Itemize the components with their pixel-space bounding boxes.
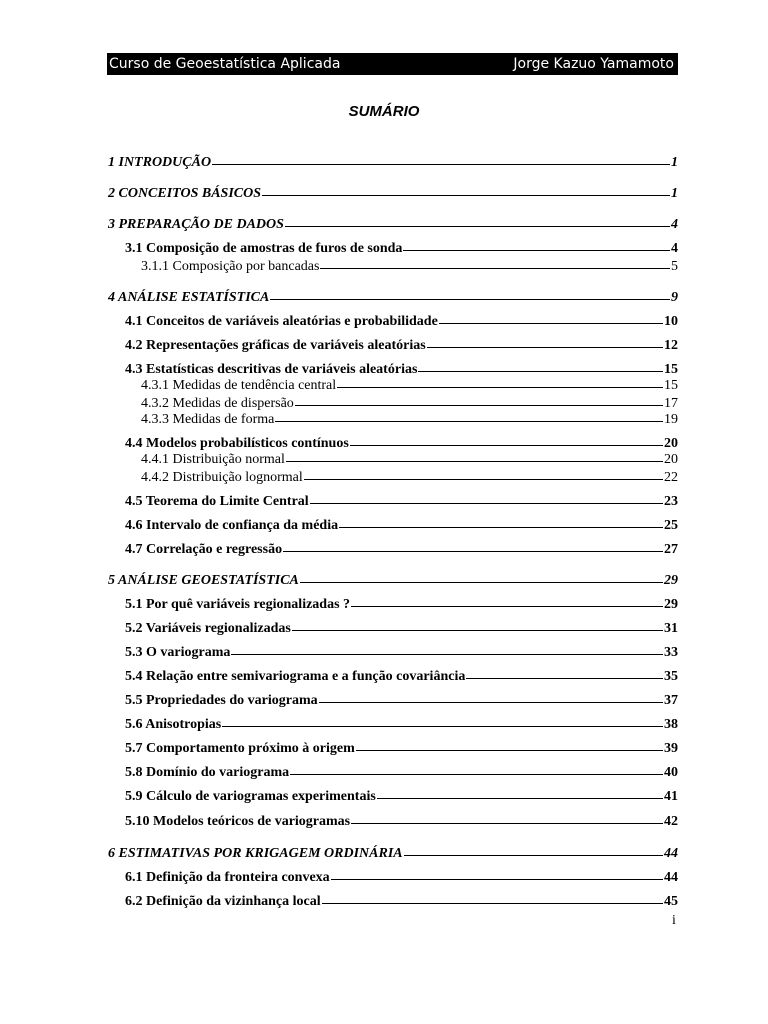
toc-leader-line [418, 371, 663, 372]
toc-entry[interactable] [125, 494, 678, 510]
toc-entry[interactable] [125, 542, 678, 558]
toc-leader-line [331, 879, 663, 880]
toc-entry-page: 42 [664, 814, 678, 829]
toc-leader-line [350, 445, 663, 446]
toc-entry-label: 5 ANÁLISE GEOESTATÍSTICA [108, 573, 299, 588]
toc-entry-page: 41 [664, 789, 678, 804]
toc-entry-label: 4.4 Modelos probabilísticos contínuos [125, 436, 349, 451]
toc-entry-label: 3.1 Composição de amostras de furos de sonda [125, 241, 403, 256]
toc-entry-label: 6.2 Definição da vizinhança local [125, 894, 321, 909]
toc-entry[interactable] [125, 436, 678, 452]
toc-entry-page: 44 [664, 846, 678, 861]
toc-entry-label: 5.10 Modelos teóricos de variogramas [125, 814, 351, 829]
toc-entry[interactable] [108, 290, 678, 306]
toc-leader-line [319, 702, 663, 703]
toc-entry-page: 35 [664, 669, 678, 684]
toc-leader-line [222, 726, 663, 727]
toc-entry[interactable] [141, 470, 678, 486]
toc-entry-label: 4.3 Estatísticas descritivas de variáveis aleatórias [125, 362, 418, 377]
toc-entry[interactable] [141, 412, 678, 428]
toc-entry-page: 44 [664, 870, 678, 885]
toc-entry[interactable] [125, 314, 678, 330]
toc-leader-line [292, 630, 663, 631]
toc-entry-label: 4.5 Teorema do Limite Central [125, 494, 309, 509]
toc-entry-page: 20 [664, 452, 678, 467]
page-number: i [672, 913, 676, 928]
toc-entry[interactable] [108, 186, 678, 202]
toc-entry[interactable] [125, 741, 678, 757]
toc-entry[interactable] [125, 669, 678, 685]
toc-entry[interactable] [108, 846, 678, 862]
toc-leader-line [337, 387, 663, 388]
toc-entry-label: 5.8 Domínio do variograma [125, 765, 290, 780]
toc-entry-page: 9 [671, 290, 678, 305]
toc-entry-label: 5.1 Por quê variáveis regionalizadas ? [125, 597, 351, 612]
toc-leader-line [339, 527, 663, 528]
toc-entry-page: 38 [664, 717, 678, 732]
toc-entry-page: 17 [664, 396, 678, 411]
toc-entry-page: 22 [664, 470, 678, 485]
toc-entry-label: 4.4.1 Distribuição normal [141, 452, 285, 467]
toc-entry-page: 15 [664, 378, 678, 393]
toc-entry[interactable] [125, 789, 678, 805]
toc-entry-label: 4.1 Conceitos de variáveis aleatórias e probabilidade [125, 314, 438, 329]
toc-entry[interactable] [125, 621, 678, 637]
toc-entry-label: 5.7 Comportamento próximo à origem [125, 741, 355, 756]
toc-entry-page: 45 [664, 894, 678, 909]
toc-entry-label: 3 PREPARAÇÃO DE DADOS [108, 217, 284, 232]
toc-entry[interactable] [125, 362, 678, 378]
toc-entry-label: 5.2 Variáveis regionalizadas [125, 621, 291, 636]
toc-entry-page: 25 [664, 518, 678, 533]
toc-leader-line [351, 606, 663, 607]
toc-leader-line [404, 855, 663, 856]
toc-entry-label: 4.4.2 Distribuição lognormal [141, 470, 303, 485]
toc-entry[interactable] [125, 241, 678, 257]
toc-entry-page: 39 [664, 741, 678, 756]
toc-entry[interactable] [108, 155, 678, 171]
toc-leader-line [290, 774, 663, 775]
toc-entry[interactable] [125, 597, 678, 613]
toc-leader-line [377, 798, 663, 799]
toc-entry-page: 4 [671, 217, 678, 232]
toc-entry-page: 23 [664, 494, 678, 509]
toc-entry-label: 4.3.2 Medidas de dispersão [141, 396, 294, 411]
toc-entry-page: 29 [664, 573, 678, 588]
toc-entry[interactable] [125, 518, 678, 534]
toc-entry[interactable] [108, 217, 678, 233]
toc-entry-label: 5.9 Cálculo de variogramas experimentais [125, 789, 376, 804]
toc-entry[interactable] [125, 338, 678, 354]
toc-entry-label: 4.3.1 Medidas de tendência central [141, 378, 337, 393]
toc-entry[interactable] [141, 259, 678, 275]
toc-leader-line [283, 551, 663, 552]
toc-entry[interactable] [125, 870, 678, 886]
toc-entry-page: 5 [671, 259, 678, 274]
toc-leader-line [427, 347, 663, 348]
toc-leader-line [466, 678, 663, 679]
toc-entry-page: 33 [664, 645, 678, 660]
toc-leader-line [322, 903, 663, 904]
toc-entry-page: 19 [664, 412, 678, 427]
toc-entry-page: 27 [664, 542, 678, 557]
toc-entry-label: 4.3.3 Medidas de forma [141, 412, 275, 427]
toc-entry-label: 5.6 Anisotropias [125, 717, 222, 732]
toc-entry-page: 37 [664, 693, 678, 708]
toc-leader-line [439, 323, 663, 324]
toc-entry[interactable] [141, 378, 678, 394]
toc-entry[interactable] [125, 693, 678, 709]
toc-entry-label: 5.4 Relação entre semivariograma e a função covariância [125, 669, 466, 684]
toc-entry[interactable] [125, 894, 678, 910]
toc-entry-page: 31 [664, 621, 678, 636]
toc-leader-line [351, 823, 663, 824]
toc-entry-label: 4 ANÁLISE ESTATÍSTICA [108, 290, 270, 305]
toc-entry[interactable] [125, 814, 678, 830]
toc-entry-page: 1 [671, 186, 678, 201]
toc-entry-label: 6 ESTIMATIVAS POR KRIGAGEM ORDINÁRIA [108, 846, 403, 861]
toc-entry-label: 6.1 Definição da fronteira convexa [125, 870, 330, 885]
toc-entry-page: 4 [671, 241, 678, 256]
toc-entry-page: 1 [671, 155, 678, 170]
toc-leader-line [212, 164, 670, 165]
toc-leader-line [275, 421, 663, 422]
toc-entry[interactable] [141, 452, 678, 468]
toc-leader-line [356, 750, 663, 751]
toc-entry[interactable] [108, 573, 678, 589]
toc-entry-page: 40 [664, 765, 678, 780]
toc-entry-label: 4.2 Representações gráficas de variáveis aleatórias [125, 338, 426, 353]
toc-entry-page: 29 [664, 597, 678, 612]
toc-entry-label: 1 INTRODUÇÃO [108, 155, 212, 170]
toc-entry-label: 5.5 Propriedades do variograma [125, 693, 318, 708]
toc-entry[interactable] [125, 645, 678, 661]
toc-leader-line [300, 582, 663, 583]
author-name: Jorge Kazuo Yamamoto [513, 56, 674, 72]
toc-leader-line [320, 268, 670, 269]
toc-entry[interactable] [125, 717, 678, 733]
toc-leader-line [403, 250, 670, 251]
toc-entry-page: 12 [664, 338, 678, 353]
toc-entry[interactable] [125, 765, 678, 781]
toc-leader-line [295, 405, 663, 406]
toc-entry-label: 2 CONCEITOS BÁSICOS [108, 186, 262, 201]
toc-entry-page: 10 [664, 314, 678, 329]
toc-leader-line [262, 195, 670, 196]
toc-leader-line [231, 654, 663, 655]
toc-leader-line [310, 503, 663, 504]
toc-entry-label: 4.7 Correlação e regressão [125, 542, 283, 557]
toc-leader-line [304, 479, 663, 480]
toc-leader-line [286, 461, 663, 462]
toc-leader-line [270, 299, 670, 300]
toc-entry-label: 5.3 O variograma [125, 645, 231, 660]
course-title: Curso de Geoestatística Aplicada [109, 56, 341, 72]
toc-entry-label: 3.1.1 Composição por bancadas [141, 259, 320, 274]
page-title: SUMÁRIO [348, 103, 420, 120]
toc-entry-page: 20 [664, 436, 678, 451]
toc-entry-page: 15 [664, 362, 678, 377]
toc-leader-line [285, 226, 670, 227]
toc-entry-label: 4.6 Intervalo de confiança da média [125, 518, 339, 533]
toc-entry[interactable] [141, 396, 678, 412]
